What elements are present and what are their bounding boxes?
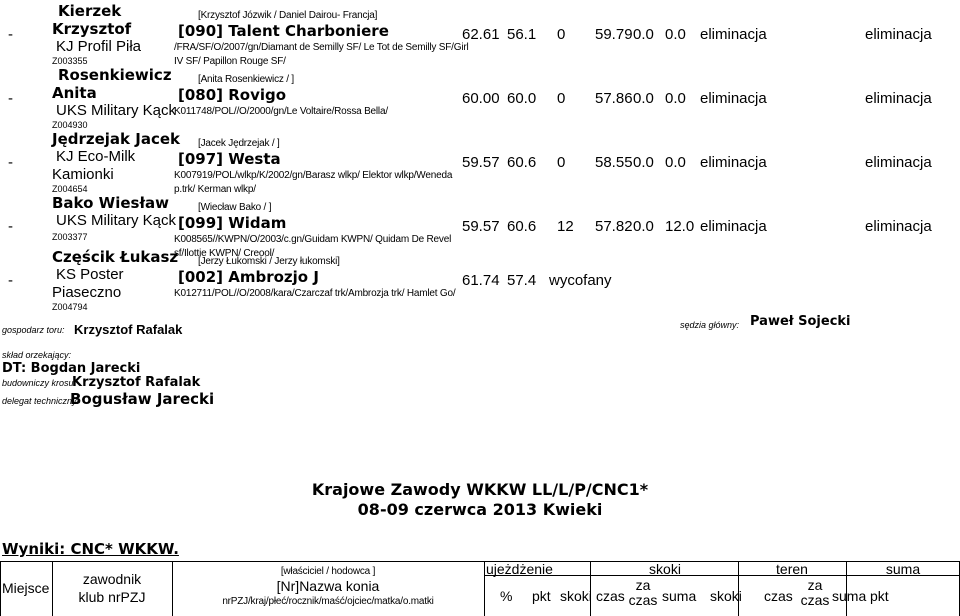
horse-name: [080] Rovigo — [178, 86, 287, 104]
dressage-points: 56.1 — [507, 26, 537, 43]
dressage-points: 57.4 — [507, 272, 537, 289]
header-horse: [Nr]Nazwa konia — [276, 578, 380, 594]
subheader: skoki — [560, 588, 592, 604]
subheader: pkt — [532, 588, 551, 604]
course-host: Krzysztof Rafalak — [74, 322, 183, 337]
rider-club: UKS Military Kąck — [56, 102, 177, 119]
dressage-percent: 61.74 — [462, 272, 500, 289]
tech-delegate-label: delegat techniczny: — [2, 396, 80, 406]
rider-id: Z004794 — [52, 302, 88, 312]
horse-info-line2: IV SF/ Papillon Rouge SF/ — [174, 56, 286, 67]
rider-club: UKS Military Kąck — [56, 212, 177, 229]
rider-first-name: Anita — [52, 84, 97, 102]
horse-info: K007919/POL/wlkp/K/2002/gn/Barasz wlkp/ Elektor wlkp/Weneda — [174, 170, 453, 181]
jumping-time: 58.55 — [595, 154, 633, 171]
builder-label: budowniczy krosu: — [2, 378, 77, 388]
horse-name: [002] Ambrozjo J — [178, 268, 319, 286]
jumping-time-penalty: 0.0 — [633, 154, 654, 171]
tech-delegate: Bogusław Jarecki — [70, 390, 215, 408]
horse-info: K011748/POL//O/2000/gn/Le Voltaire/Rossa Bella/ — [174, 106, 388, 117]
rider-id: Z003377 — [52, 232, 88, 242]
horse-info-line2: sf/Ilottie KWPN/ Creool/ — [174, 248, 275, 259]
entry-place: - — [8, 218, 13, 235]
horse-name: [099] Widam — [178, 214, 287, 232]
jumping-time: 57.86 — [595, 90, 633, 107]
dressage-points: 60.6 — [507, 154, 537, 171]
entry-place: - — [8, 90, 13, 107]
rider-first-name: Krzysztof — [52, 20, 132, 38]
rider-club: KJ Profil Piła — [56, 38, 142, 55]
rider-id: Z004654 — [52, 184, 88, 194]
horse-name: [090] Talent Charboniere — [178, 22, 389, 40]
cross-result: eliminacja — [700, 90, 767, 107]
rider-last-name: Rosenkiewicz — [58, 66, 172, 84]
horse-owner: [Wiecław Bako / ] — [198, 202, 272, 213]
entry-place: - — [8, 154, 13, 171]
subheader: suma — [662, 588, 697, 604]
rider-club-line2: Kamionki — [52, 166, 114, 183]
cross-result: eliminacja — [700, 154, 767, 171]
cross-result: eliminacja — [700, 26, 767, 43]
rider-club-line2: Piaseczno — [52, 284, 122, 301]
horse-info: /FRA/SF/O/2007/gn/Diamant de Semilly SF/ Le Tot de Semilly SF/Girl — [174, 42, 469, 53]
jumping-total: 12.0 — [665, 218, 695, 235]
subheader: pkt — [870, 588, 889, 604]
jumping-time-penalty: 0.0 — [633, 218, 654, 235]
horse-info: K012711/POL//O/2008/kara/Czarczaf trk/Ambrozja trk/ Hamlet Go/ — [174, 288, 456, 299]
header-owner: [właściciel / hodowca ] — [280, 566, 376, 577]
horse-owner: [Jerzy Łukomski / Jerzy łukomski] — [198, 256, 340, 267]
jumping-time-penalty: 0.0 — [633, 26, 654, 43]
head-judge-label: sędzia główny: — [680, 320, 740, 330]
results-heading: Wyniki: CNC* WKKW. — [2, 540, 179, 558]
header-cross: teren — [776, 561, 808, 577]
jumping-total: 0.0 — [665, 90, 686, 107]
total-result: eliminacja — [865, 26, 932, 43]
cross-result: eliminacja — [700, 218, 767, 235]
subheader: za czas — [800, 577, 830, 608]
event-title: Krajowe Zawody WKKW LL/L/P/CNC1* — [311, 480, 649, 499]
horse-owner: [Jacek Jędrzejak / ] — [198, 138, 280, 149]
total-result: eliminacja — [865, 90, 932, 107]
entry-status: wycofany — [549, 272, 612, 289]
horse-owner: [Krzysztof Józwik / Daniel Dairou- Francja] — [198, 10, 378, 21]
horse-name: [097] Westa — [178, 150, 281, 168]
panel-label: skład orzekający: — [2, 350, 72, 360]
entry-place: - — [8, 26, 13, 43]
jumping-total: 0.0 — [665, 154, 686, 171]
jumping-faults: 12 — [557, 218, 574, 235]
dressage-percent: 59.57 — [462, 218, 500, 235]
total-result: eliminacja — [865, 218, 932, 235]
rider-name: Częścik Łukasz — [52, 248, 179, 266]
jumping-faults: 0 — [557, 26, 566, 43]
rider-last-name: Kierzek — [58, 2, 122, 20]
total-result: eliminacja — [865, 154, 932, 171]
jumping-time-penalty: 0.0 — [633, 90, 654, 107]
dressage-points: 60.6 — [507, 218, 537, 235]
rider-name: Jędrzejak Jacek — [52, 130, 180, 148]
rider-club: KJ Eco-Milk — [56, 148, 136, 165]
subheader: suma — [832, 588, 867, 604]
jumping-total: 0.0 — [665, 26, 686, 43]
header-rider: zawodnik — [82, 571, 142, 587]
dressage-percent: 62.61 — [462, 26, 500, 43]
subheader: za czas — [628, 577, 658, 608]
dressage-percent: 60.00 — [462, 90, 500, 107]
horse-owner: [Anita Rosenkiewicz / ] — [198, 74, 294, 85]
dressage-points: 60.0 — [507, 90, 537, 107]
header-place: Miejsce — [2, 580, 50, 596]
header-total: suma — [885, 561, 921, 577]
course-host-label: gospodarz toru: — [2, 325, 65, 335]
dressage-percent: 59.57 — [462, 154, 500, 171]
rider-club: KS Poster — [56, 266, 124, 283]
subheader: skoki — [710, 588, 742, 604]
header-jumping: skoki — [649, 561, 681, 577]
subheader: czas — [596, 588, 625, 604]
builder: Krzysztof Rafalak — [72, 375, 201, 390]
dt: DT: Bogdan Jarecki — [2, 361, 141, 376]
event-date-place: 08-09 czerwca 2013 Kwieki — [357, 500, 603, 519]
rider-name: Bako Wiesław — [52, 194, 169, 212]
jumping-time: 57.82 — [595, 218, 633, 235]
header-dressage: ujeżdżenie — [486, 561, 553, 577]
header-horse-info: nrPZJ/kraj/płeć/rocznik/maść/ojciec/matka/o.matki — [222, 596, 434, 607]
jumping-time: 59.79 — [595, 26, 633, 43]
horse-info-line2: p.trk/ Kerman wlkp/ — [174, 184, 256, 195]
jumping-faults: 0 — [557, 154, 566, 171]
rider-id: Z003355 — [52, 56, 88, 66]
header-club: klub nrPZJ — [78, 589, 146, 605]
subheader: czas — [764, 588, 793, 604]
entry-place: - — [8, 272, 13, 289]
head-judge: Paweł Sojecki — [750, 314, 851, 329]
horse-info: K008565//KWPN/O/2003/c.gn/Guidam KWPN/ Quidam De Revel — [174, 234, 452, 245]
jumping-faults: 0 — [557, 90, 566, 107]
rider-id: Z004930 — [52, 120, 88, 130]
subheader: % — [500, 588, 513, 604]
